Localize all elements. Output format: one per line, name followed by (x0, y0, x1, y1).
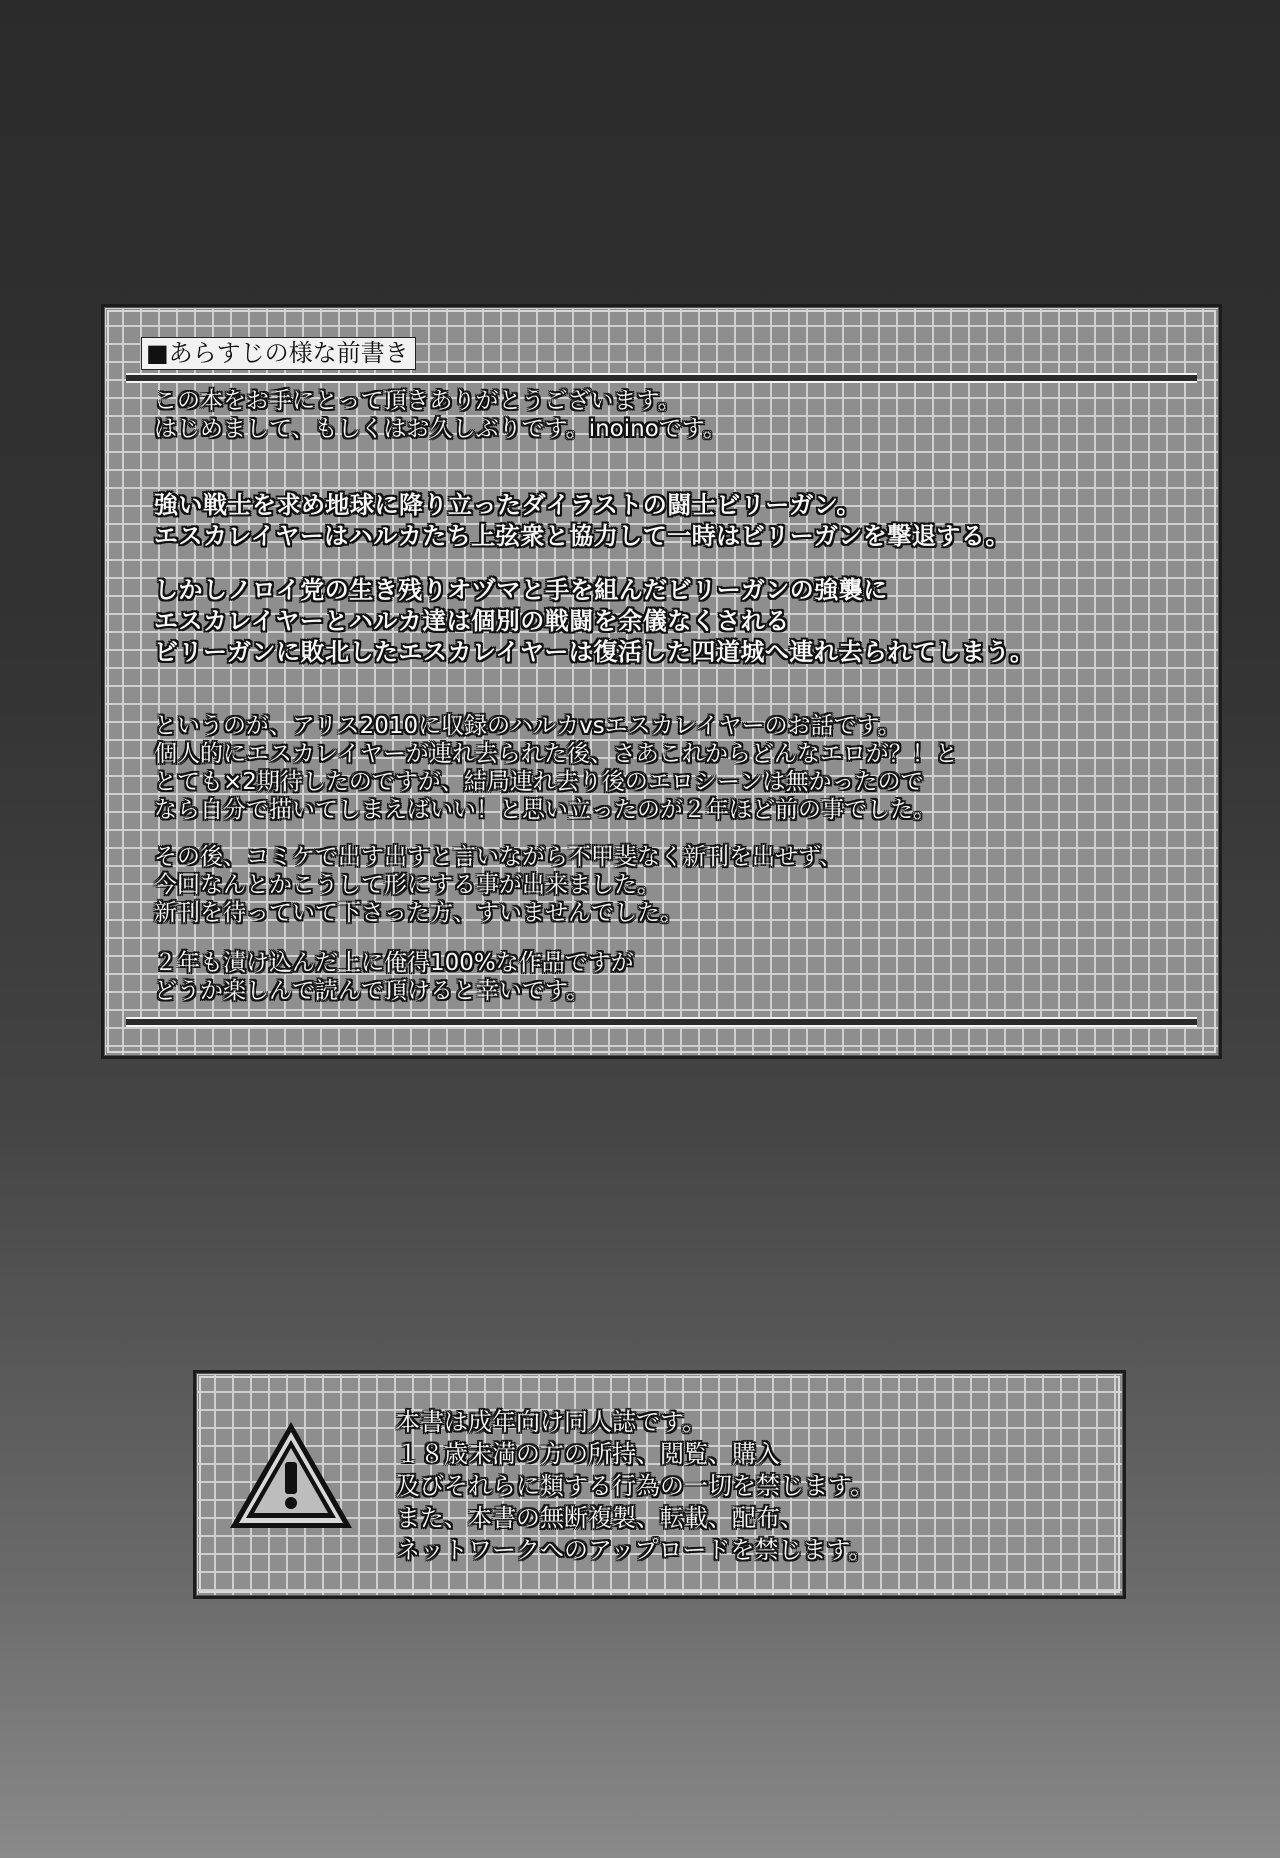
text-line: エスカレイヤーはハルカたち上弦衆と協力して一時はビリーガンを撃退する。 (154, 522, 1010, 550)
text-line: なら自分で描いてしまえばいい！と思い立ったのが２年ほど前の事でした。 (154, 797, 936, 823)
text-line: はじめまして、もしくはお久しぶりです。inoinoです。 (154, 416, 726, 442)
text-line: 及びそれらに類する行為の一切を禁じます。 (396, 1472, 875, 1500)
text-line: どうか楽しんで読んで頂けると幸いです。 (154, 978, 590, 1004)
bottom-divider (126, 1017, 1197, 1027)
text-line: その後、コミケで出す出すと言いながら不甲斐なく新刊を出せず、 (154, 844, 843, 870)
text-line: 今回なんとかこうして形にする事が出来ました。 (154, 872, 660, 898)
closing-paragraph (154, 949, 634, 1005)
text-line: しかしノロイ党の生き残りオヅマと手を組んだビリーガンの強襲に (154, 576, 888, 604)
text-line: というのが、アリス2010に収録のハルカvsエスカレイヤーのお話です。 (154, 713, 901, 739)
synopsis-paragraph-2 (154, 575, 1034, 668)
text-line: 個人的にエスカレイヤーが連れ去られた後、さあこれからどんなエロが？！と (154, 741, 958, 767)
story-paragraph (154, 712, 958, 824)
text-line: ２年も漬け込んだ上に俺得100%な作品ですが (154, 950, 634, 976)
intro-heading: ■あらすじの様な前書き (141, 337, 416, 370)
text-line: ネットワークへのアップロードを禁じます。 (396, 1536, 873, 1564)
text-line: ビリーガンに敗北したエスカレイヤーは復活した四道城へ連れ去られてしまう。 (154, 638, 1035, 666)
synopsis-paragraph-1 (154, 490, 1010, 552)
top-divider (126, 373, 1197, 383)
text-line: 強い戦士を求め地球に降り立ったダイラストの闘士ビリーガン。 (154, 491, 861, 519)
text-line: １８歳未満の方の所持、閲覧、購入 (396, 1440, 780, 1468)
warning-triangle-icon (226, 1418, 356, 1533)
intro-panel (101, 304, 1222, 1059)
text-line: エスカレイヤーとハルカ達は個別の戦闘を余儀なくされる (154, 607, 790, 635)
greeting-paragraph (154, 387, 726, 443)
apology-paragraph (154, 843, 842, 927)
text-line: 本書は成年向け同人誌です。 (396, 1408, 707, 1436)
warning-panel (193, 1370, 1126, 1599)
text-line: また、本書の無断複製、転載、配布、 (396, 1504, 804, 1532)
warning-text (396, 1406, 874, 1566)
text-line: とても×2期待したのですが、結局連れ去り後のエロシーンは無かったので (154, 769, 924, 795)
text-line: この本をお手にとって頂きありがとうございます。 (154, 388, 681, 414)
text-line: 新刊を待っていて下さった方、すいませんでした。 (154, 900, 683, 926)
